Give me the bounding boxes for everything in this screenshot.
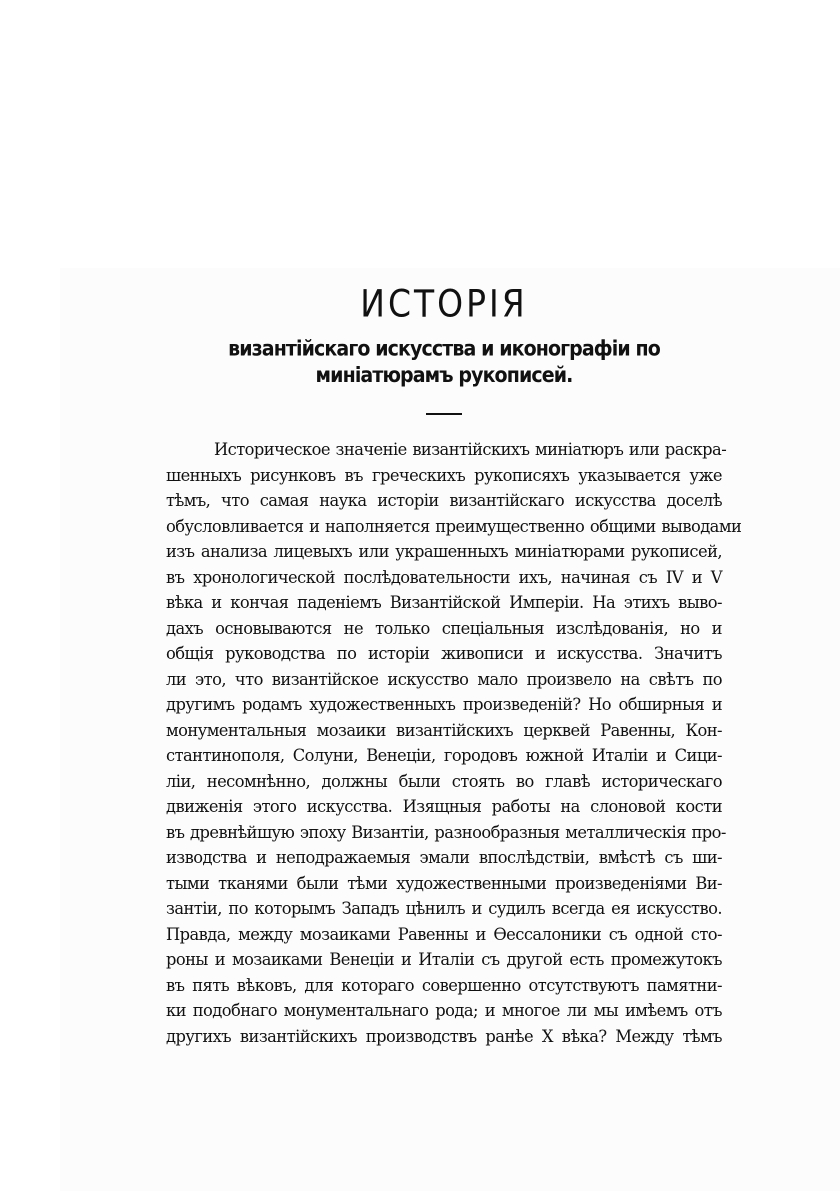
text-line: другимъ родамъ художественныхъ произведеній? Но обширныя и [166,695,722,714]
text-line: роны и мозаиками Венеціи и Италіи съ другой есть промежутокъ [166,950,722,969]
text-line: Правда, между мозаиками Равенны и Өессалоники съ одной сто- [166,924,722,944]
text-line: въ хронологической послѣдовательности ихъ, начиная съ IV и V [166,567,722,587]
text-line: Историческое значеніе византійскихъ миніатюръ или раскра- [214,440,727,459]
text-line: изводства и неподражаемыя эмали впослѣдствіи, вмѣстѣ съ ши- [166,848,722,867]
body-paragraph [166,437,742,1049]
text-line: монументальныя мозаики византійскихъ церквей Равенны, Кон- [166,720,722,740]
page-subtitle: византійскаго искусства и иконографіи по миніатюрамъ рукописей. [228,336,660,388]
text-line: зантіи, по которымъ Западъ цѣнилъ и судилъ всегда ея искусство. [166,899,722,918]
text-line: шенныхъ рисунковъ въ греческихъ рукописяхъ указывается уже [166,465,722,485]
text-line: обусловливается и наполняется преимущественно общими выводами [166,516,742,536]
text-line: другихъ византійскихъ производствъ ранѣе X вѣка? Между тѣмъ [166,1026,722,1046]
text-line: въ пять вѣковъ, для котораго совершенно отсутствуютъ памятни- [166,975,722,995]
text-line: вѣка и кончая паденіемъ Византійской Имперіи. На этихъ выво- [166,593,722,612]
text-line: общія руководства по исторіи живописи и искусства. Значитъ [166,644,722,663]
text-line: ли это, что византійское искусство мало произвело на свѣтъ по [166,669,722,689]
page-title: ИСТОРІЯ [360,281,528,326]
text-line: ліи, несомнѣнно, должны были стоять во главѣ историческаго [166,771,722,791]
text-line: изъ анализа лицевыхъ или украшенныхъ миніатюрами рукописей, [166,542,722,561]
text-line: стантинополя, Солуни, Венеціи, городовъ южной Италіи и Сици- [166,746,722,765]
text-line: движенія этого искусства. Изящныя работы на слоновой кости [166,797,722,816]
text-line: тѣмъ, что самая наука исторіи византійскаго искусства доселѣ [166,491,722,510]
page-content [166,281,742,1049]
text-line: тыми тканями были тѣми художественными произведеніями Ви- [166,873,722,893]
text-line: ки подобнаго монументальнаго рода; и многое ли мы имѣемъ отъ [166,1001,722,1020]
text-line: дахъ основываются не только спеціальныя изслѣдованія, но и [166,618,722,638]
text-line: въ древнѣйшую эпоху Византіи, разнообразныя металлическія про- [166,822,726,842]
title-divider [426,413,462,415]
